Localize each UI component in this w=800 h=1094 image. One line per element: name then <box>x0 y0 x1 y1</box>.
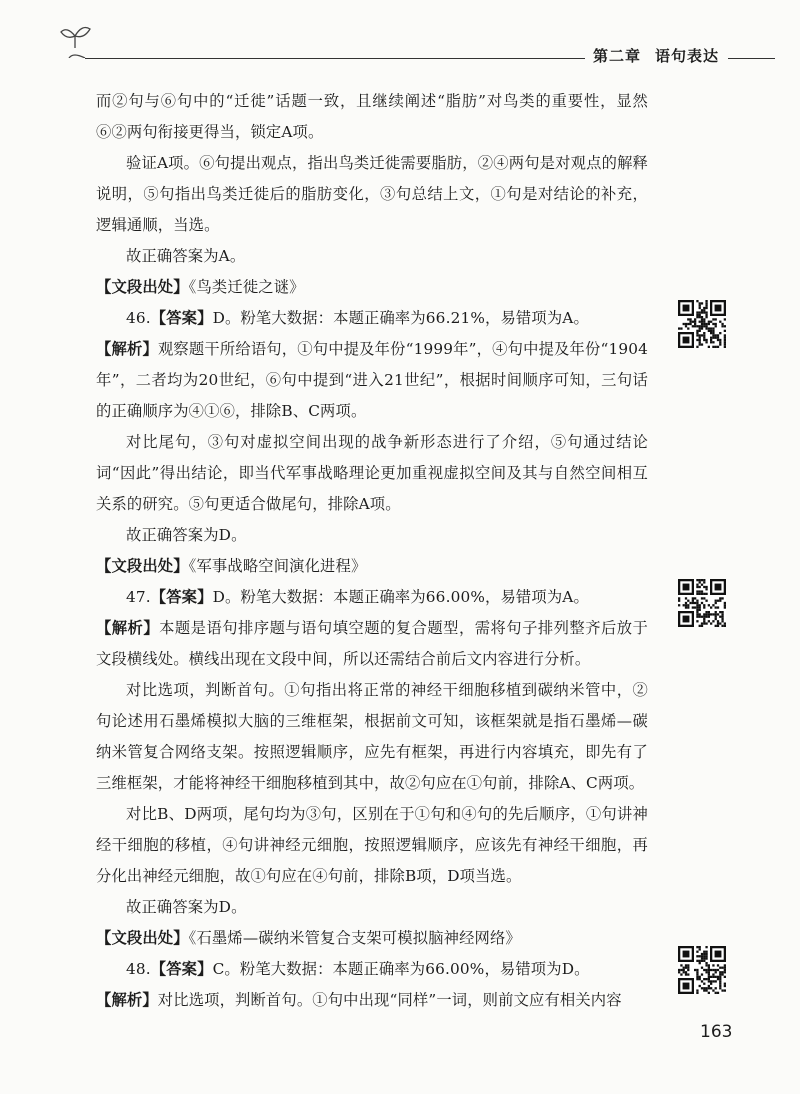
answer-line: 46.【答案】D。粉笔大数据：本题正确率为66.21%，易错项为A。 <box>126 309 589 327</box>
paragraph: 故正确答案为A。 <box>126 247 246 265</box>
paragraph: 验证A项。⑥句提出观点，指出鸟类迁徙需要脂肪，②④两句是对观点的解释说明，⑤句指出鸟类迁徙后的脂肪变化，③句总结上文，①句是对结论的补充，逻辑通顺，当选。 <box>96 154 648 234</box>
paragraph: 故正确答案为D。 <box>126 526 247 544</box>
chapter-number: 第二章 <box>593 47 642 65</box>
page-header <box>0 0 800 70</box>
paragraph: 对比B、D两项，尾句均为③句，区别在于①句和④句的先后顺序，①句讲神经干细胞的移植，④句讲神经元细胞，按照逻辑顺序，应该先有神经干细胞，再分化出神经元细胞，故①句应在④句前，排除B项，D项当选。 <box>96 805 648 885</box>
analysis-paragraph: 【解析】观察题干所给语句，①句中提及年份“1999年”，④句中提及年份“1904年”，二者均为20世纪，⑥句中提到“进入21世纪”，根据时间顺序可知，三句话的正确顺序为④①⑥，排除B、C两项。 <box>96 340 648 420</box>
section-title: 语句表达 <box>655 47 720 65</box>
paragraph: 对比尾句，③句对虚拟空间出现的战争新形态进行了介绍，⑤句通过结论词“因此”得出结论，即当代军事战略理论更加重视虚拟空间及其与自然空间相互关系的研究。⑤句更适合做尾句，排除A项。 <box>96 433 648 513</box>
source-line: 【文段出处】《石墨烯—碳纳米管复合支架可模拟脑神经网络》 <box>96 929 521 947</box>
paragraph: 而②句与⑥句中的“迁徙”话题一致，且继续阐述“脂肪”对鸟类的重要性，显然⑥②两句衔接更得当，锁定A项。 <box>96 92 648 141</box>
answer-line: 47.【答案】D。粉笔大数据：本题正确率为66.00%，易错项为A。 <box>126 588 589 606</box>
page-number: 163 <box>700 1022 733 1042</box>
qr-code-icon[interactable] <box>678 946 726 994</box>
page-body <box>96 86 648 1016</box>
chapter-title <box>593 45 719 66</box>
header-rule <box>85 58 585 59</box>
qr-code-icon[interactable] <box>678 579 726 627</box>
analysis-paragraph: 【解析】本题是语句排序题与语句填空题的复合题型，需将句子排列整齐后放于文段横线处。横线出现在文段中间，所以还需结合前后文内容进行分析。 <box>96 619 648 668</box>
qr-code-icon[interactable] <box>678 300 726 348</box>
sprout-icon <box>55 18 95 58</box>
source-line: 【文段出处】《军事战略空间演化进程》 <box>96 557 367 575</box>
analysis-paragraph: 【解析】对比选项，判断首句。①句中出现“同样”一词，则前文应有相关内容 <box>96 991 622 1009</box>
answer-line: 48.【答案】C。粉笔大数据：本题正确率为66.00%，易错项为D。 <box>126 960 590 978</box>
header-rule-right <box>728 58 775 59</box>
paragraph: 故正确答案为D。 <box>126 898 247 916</box>
paragraph: 对比选项，判断首句。①句指出将正常的神经干细胞移植到碳纳米管中，②句论述用石墨烯模拟大脑的三维框架，根据前文可知，该框架就是指石墨烯—碳纳米管复合网络支架。按照逻辑顺序，应先有框架，再进行内容填充，即先有了三维框架，才能将神经干细胞移植到其中，故②句应在①句前，排除A、C两项。 <box>96 681 648 792</box>
source-line: 【文段出处】《鸟类迁徙之谜》 <box>96 278 305 296</box>
